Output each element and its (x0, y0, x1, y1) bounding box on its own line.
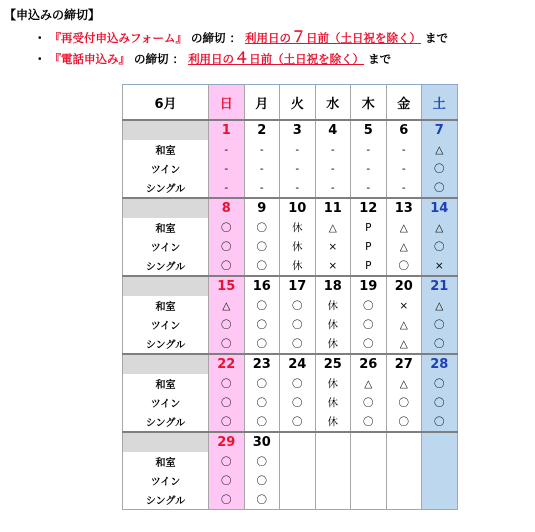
date-cell: 9 (244, 198, 280, 218)
availability-cell: 〇 (244, 452, 280, 471)
date-cell: 22 (209, 354, 245, 374)
availability-cell (386, 471, 422, 490)
availability-cell: 〇 (351, 334, 387, 354)
form-name: 『再受付申込みフォーム』 (49, 31, 187, 45)
availability-cell: × (315, 256, 351, 276)
room-type-label: 和室 (123, 140, 209, 159)
room-availability-row (123, 490, 458, 510)
availability-cell: - (386, 159, 422, 178)
date-cell: 24 (280, 354, 316, 374)
availability-cell: 〇 (244, 237, 280, 256)
date-cell: 6 (386, 120, 422, 140)
availability-cell: △ (386, 237, 422, 256)
date-cell (315, 432, 351, 452)
availability-cell: 〇 (209, 256, 245, 276)
date-row-label (123, 432, 209, 452)
date-cell: 18 (315, 276, 351, 296)
date-cell: 21 (422, 276, 458, 296)
availability-cell: - (244, 178, 280, 198)
availability-cell (422, 452, 458, 471)
room-availability-row (123, 159, 458, 178)
availability-cell: 〇 (209, 412, 245, 432)
availability-cell: △ (386, 315, 422, 334)
room-availability-row (123, 471, 458, 490)
availability-cell: 〇 (351, 296, 387, 315)
availability-cell: - (280, 159, 316, 178)
date-cell: 30 (244, 432, 280, 452)
room-type-label: ツイン (123, 237, 209, 256)
availability-cell: △ (422, 296, 458, 315)
date-cell: 17 (280, 276, 316, 296)
availability-cell: P (351, 237, 387, 256)
date-cell: 7 (422, 120, 458, 140)
date-cell: 29 (209, 432, 245, 452)
room-type-label: 和室 (123, 218, 209, 237)
weekday-header: 土 (422, 85, 458, 121)
availability-cell (351, 452, 387, 471)
room-availability-row (123, 296, 458, 315)
availability-cell: P (351, 218, 387, 237)
room-availability-row (123, 334, 458, 354)
availability-cell: 〇 (386, 256, 422, 276)
availability-cell: × (315, 237, 351, 256)
availability-cell: △ (351, 374, 387, 393)
availability-cell: 〇 (386, 412, 422, 432)
room-availability-row (123, 393, 458, 412)
date-row-label (123, 120, 209, 140)
availability-cell: 休 (280, 218, 316, 237)
date-cell (351, 432, 387, 452)
availability-cell (422, 490, 458, 510)
date-cell: 12 (351, 198, 387, 218)
date-row-label (123, 276, 209, 296)
date-cell: 1 (209, 120, 245, 140)
date-cell: 23 (244, 354, 280, 374)
availability-cell: 〇 (209, 393, 245, 412)
availability-cell: △ (315, 218, 351, 237)
date-cell: 11 (315, 198, 351, 218)
availability-cell: - (244, 159, 280, 178)
availability-cell: 〇 (244, 393, 280, 412)
date-cell (422, 432, 458, 452)
availability-cell: △ (209, 296, 245, 315)
deadline-end: まで (425, 31, 449, 45)
weekday-header: 木 (351, 85, 387, 121)
weekday-header: 金 (386, 85, 422, 121)
availability-cell: 〇 (209, 237, 245, 256)
week-date-row (123, 354, 458, 374)
availability-cell: × (386, 296, 422, 315)
date-cell: 19 (351, 276, 387, 296)
availability-cell (315, 490, 351, 510)
deadline-days: ４ (234, 49, 250, 67)
room-type-label: シングル (123, 412, 209, 432)
availability-cell (386, 490, 422, 510)
availability-cell: 〇 (422, 412, 458, 432)
week-date-row (123, 276, 458, 296)
availability-cell (422, 471, 458, 490)
availability-cell (280, 452, 316, 471)
availability-cell: - (351, 159, 387, 178)
availability-cell: 〇 (244, 490, 280, 510)
deadline-prefix: 利用日の (188, 52, 235, 66)
availability-cell: 〇 (422, 374, 458, 393)
availability-cell: - (386, 178, 422, 198)
date-cell: 16 (244, 276, 280, 296)
date-cell: 15 (209, 276, 245, 296)
availability-cell: - (351, 140, 387, 159)
availability-cell: 〇 (386, 393, 422, 412)
availability-cell: - (280, 140, 316, 159)
availability-cell (351, 471, 387, 490)
date-cell: 10 (280, 198, 316, 218)
room-type-label: 和室 (123, 452, 209, 471)
deadline-text (245, 28, 422, 46)
availability-cell: - (315, 159, 351, 178)
availability-cell: 〇 (280, 296, 316, 315)
availability-cell: × (422, 256, 458, 276)
room-type-label: ツイン (123, 315, 209, 334)
weekday-header: 日 (209, 85, 245, 121)
room-type-label: シングル (123, 256, 209, 276)
room-type-label: ツイン (123, 393, 209, 412)
availability-cell: - (315, 178, 351, 198)
week-date-row (123, 120, 458, 140)
availability-cell: 〇 (244, 218, 280, 237)
availability-cell: 〇 (209, 452, 245, 471)
date-cell (386, 432, 422, 452)
availability-cell: 休 (315, 393, 351, 412)
room-availability-row (123, 315, 458, 334)
availability-cell: 〇 (351, 393, 387, 412)
availability-cell: 〇 (280, 393, 316, 412)
availability-cell: △ (386, 218, 422, 237)
availability-cell (280, 471, 316, 490)
availability-cell: 休 (280, 256, 316, 276)
availability-cell: 休 (280, 237, 316, 256)
availability-cell: 〇 (209, 374, 245, 393)
availability-cell: 〇 (422, 315, 458, 334)
deadline-suffix: 日前（土日祝を除く） (249, 52, 365, 66)
availability-cell: 〇 (209, 334, 245, 354)
availability-cell: 休 (315, 315, 351, 334)
room-type-label: 和室 (123, 296, 209, 315)
deadline-label: の締切 ： (134, 52, 185, 66)
month-label: 6月 (123, 85, 209, 121)
availability-cell: - (209, 159, 245, 178)
room-type-label: 和室 (123, 374, 209, 393)
availability-cell: 休 (315, 412, 351, 432)
page-heading: 【申込みの締切】 (4, 8, 101, 22)
availability-cell: △ (422, 140, 458, 159)
availability-calendar (122, 84, 458, 510)
availability-cell: △ (422, 218, 458, 237)
date-cell (280, 432, 316, 452)
date-cell: 25 (315, 354, 351, 374)
date-cell: 4 (315, 120, 351, 140)
deadline-prefix: 利用日の (245, 31, 291, 45)
availability-cell: - (386, 140, 422, 159)
date-cell: 28 (422, 354, 458, 374)
availability-cell: 〇 (244, 334, 280, 354)
room-availability-row (123, 218, 458, 237)
deadline-text (188, 49, 365, 67)
room-type-label: シングル (123, 490, 209, 510)
availability-cell: 〇 (244, 471, 280, 490)
availability-cell: 〇 (422, 393, 458, 412)
deadline-note-form (34, 26, 448, 47)
date-cell: 2 (244, 120, 280, 140)
availability-cell: 休 (315, 334, 351, 354)
availability-cell: 休 (315, 374, 351, 393)
availability-cell: 〇 (244, 256, 280, 276)
availability-cell: △ (386, 334, 422, 354)
deadline-suffix: 日前（土日祝を除く） (306, 31, 422, 45)
availability-cell: - (351, 178, 387, 198)
availability-cell: 〇 (209, 315, 245, 334)
week-date-row (123, 198, 458, 218)
room-availability-row (123, 374, 458, 393)
date-cell: 26 (351, 354, 387, 374)
date-cell: 27 (386, 354, 422, 374)
deadline-label: の締切 ： (190, 31, 241, 45)
room-type-label: ツイン (123, 471, 209, 490)
date-cell: 13 (386, 198, 422, 218)
date-cell: 5 (351, 120, 387, 140)
date-cell: 8 (209, 198, 245, 218)
room-availability-row (123, 140, 458, 159)
weekday-header: 火 (280, 85, 316, 121)
bullet: ・ (34, 31, 46, 45)
date-row-label (123, 198, 209, 218)
availability-cell: 〇 (280, 315, 316, 334)
form-name: 『電話申込み』 (49, 52, 131, 66)
availability-cell: △ (386, 374, 422, 393)
availability-cell: - (315, 140, 351, 159)
availability-cell: 〇 (280, 334, 316, 354)
availability-cell: - (209, 140, 245, 159)
availability-cell: 〇 (351, 412, 387, 432)
deadline-days: ７ (291, 28, 307, 46)
availability-cell: 〇 (209, 471, 245, 490)
availability-cell: 〇 (422, 178, 458, 198)
availability-cell (315, 452, 351, 471)
availability-cell: 〇 (244, 412, 280, 432)
room-availability-row (123, 178, 458, 198)
availability-cell: 〇 (244, 374, 280, 393)
availability-cell: 〇 (280, 374, 316, 393)
availability-cell (351, 490, 387, 510)
room-availability-row (123, 412, 458, 432)
availability-cell: 〇 (209, 218, 245, 237)
room-type-label: シングル (123, 178, 209, 198)
availability-cell (315, 471, 351, 490)
availability-cell: - (209, 178, 245, 198)
week-date-row (123, 432, 458, 452)
availability-cell: - (244, 140, 280, 159)
availability-cell: 〇 (422, 237, 458, 256)
room-availability-row (123, 237, 458, 256)
availability-cell: 〇 (280, 412, 316, 432)
date-cell: 3 (280, 120, 316, 140)
availability-cell: 〇 (209, 490, 245, 510)
availability-cell: 〇 (244, 296, 280, 315)
date-row-label (123, 354, 209, 374)
availability-cell: 休 (315, 296, 351, 315)
room-availability-row (123, 256, 458, 276)
deadline-end: まで (368, 52, 392, 66)
room-availability-row (123, 452, 458, 471)
weekday-header: 水 (315, 85, 351, 121)
availability-cell: 〇 (422, 159, 458, 178)
room-type-label: シングル (123, 334, 209, 354)
availability-cell: 〇 (244, 315, 280, 334)
availability-cell: 〇 (351, 315, 387, 334)
deadline-note-phone (34, 47, 391, 68)
date-cell: 14 (422, 198, 458, 218)
availability-cell: P (351, 256, 387, 276)
availability-cell (280, 490, 316, 510)
availability-cell: - (280, 178, 316, 198)
room-type-label: ツイン (123, 159, 209, 178)
bullet: ・ (34, 52, 46, 66)
weekday-header: 月 (244, 85, 280, 121)
date-cell: 20 (386, 276, 422, 296)
availability-cell: 〇 (422, 334, 458, 354)
availability-cell (386, 452, 422, 471)
weekday-header-row (123, 85, 458, 121)
